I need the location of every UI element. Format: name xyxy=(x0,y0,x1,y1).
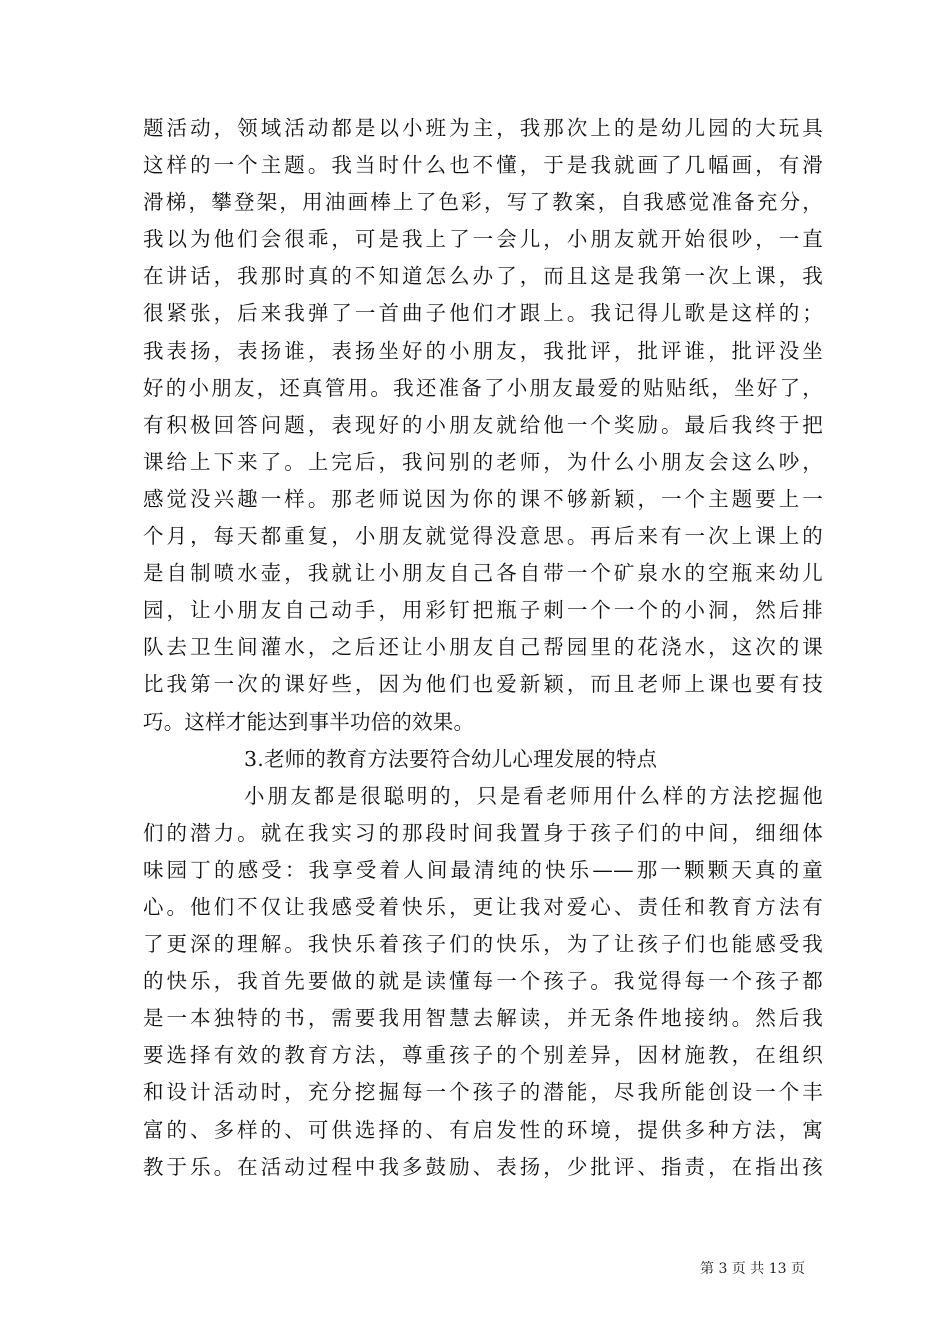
paragraph-line: 感觉没兴趣一样。那老师说因为你的课不够新颖，一个主题要上一 xyxy=(143,486,823,511)
section-heading: 3.老师的教育方法要符合幼儿心理发展的特点 xyxy=(244,746,658,771)
paragraph-line: 教于乐。在活动过程中我多鼓励、表扬，少批评、指责，在指出孩 xyxy=(143,1154,823,1179)
paragraph-line: 我以为他们会很乖，可是我上了一会儿，小朋友就开始很吵，一直 xyxy=(143,227,823,252)
paragraph-line: 园，让小朋友自己动手，用彩钉把瓶子刺一个一个的小洞，然后排 xyxy=(143,598,823,623)
paragraph-line: 了更深的理解。我快乐着孩子们的快乐，为了让孩子们也能感受我 xyxy=(143,932,823,957)
paragraph-line: 味园丁的感受：我享受着人间最清纯的快乐——那一颗颗天真的童 xyxy=(143,857,823,882)
paragraph-line: 个月，每天都重复，小朋友就觉得没意思。再后来有一次上课上的 xyxy=(143,524,823,549)
paragraph-line: 好的小朋友，还真管用。我还准备了小朋友最爱的贴贴纸，坐好了， xyxy=(143,375,823,400)
paragraph-line: 们的潜力。就在我实习的那段时间我置身于孩子们的中间，细细体 xyxy=(143,820,823,845)
paragraph-line: 心。他们不仅让我感受着快乐，更让我对爱心、责任和教育方法有 xyxy=(143,894,823,919)
paragraph-line: 的快乐，我首先要做的就是读懂每一个孩子。我觉得每一个孩子都 xyxy=(143,969,823,994)
paragraph-line: 是自制喷水壶，我就让小朋友自己各自带一个矿泉水的空瓶来幼儿 xyxy=(143,561,823,586)
paragraph-line: 队去卫生间灌水，之后还让小朋友自己帮园里的花浇水，这次的课 xyxy=(143,635,823,660)
paragraph-line: 很紧张，后来我弹了一首曲子他们才跟上。我记得儿歌是这样的； xyxy=(143,301,823,326)
paragraph-line: 题活动，领域活动都是以小班为主，我那次上的是幼儿园的大玩具 xyxy=(143,116,823,140)
paragraph-line: 有积极回答问题，表现好的小朋友就给他一个奖励。最后我终于把 xyxy=(143,412,823,437)
paragraph-line: 我表扬，表扬谁，表扬坐好的小朋友，我批评，批评谁，批评没坐 xyxy=(143,338,823,363)
paragraph-line: 滑梯，攀登架，用油画棒上了色彩，写了教案，自我感觉准备充分， xyxy=(143,190,823,215)
paragraph-2 xyxy=(143,778,823,1186)
paragraph-line: 巧。这样才能达到事半功倍的效果。 xyxy=(143,709,475,734)
paragraph-line: 要选择有效的教育方法，尊重孩子的个别差异，因材施教，在组织 xyxy=(143,1043,823,1068)
page-number-footer: 第 3 页 共 13 页 xyxy=(700,1261,805,1277)
paragraph-line: 在讲话，我那时真的不知道怎么办了，而且这是我第一次上课，我 xyxy=(143,264,823,289)
paragraph-line: 是一本独特的书，需要我用智慧去解读，并无条件地接纳。然后我 xyxy=(143,1006,823,1031)
paragraph-line: 和设计活动时，充分挖掘每一个孩子的潜能，尽我所能创设一个丰 xyxy=(143,1080,823,1105)
paragraph-line: 课给上下来了。上完后，我问别的老师，为什么小朋友会这么吵， xyxy=(143,449,823,474)
paragraph-line: 富的、多样的、可供选择的、有启发性的环境，提供多种方法，寓 xyxy=(143,1117,823,1142)
paragraph-1 xyxy=(143,110,823,741)
page-body xyxy=(143,110,823,1186)
paragraph-line: 比我第一次的课好些，因为他们也爱新颖，而且老师上课也要有技 xyxy=(143,672,823,697)
paragraph-line: 小朋友都是很聪明的，只是看老师用什么样的方法挖掘他 xyxy=(244,783,823,808)
paragraph-line: 这样的一个主题。我当时什么也不懂，于是我就画了几幅画，有滑 xyxy=(143,153,823,178)
